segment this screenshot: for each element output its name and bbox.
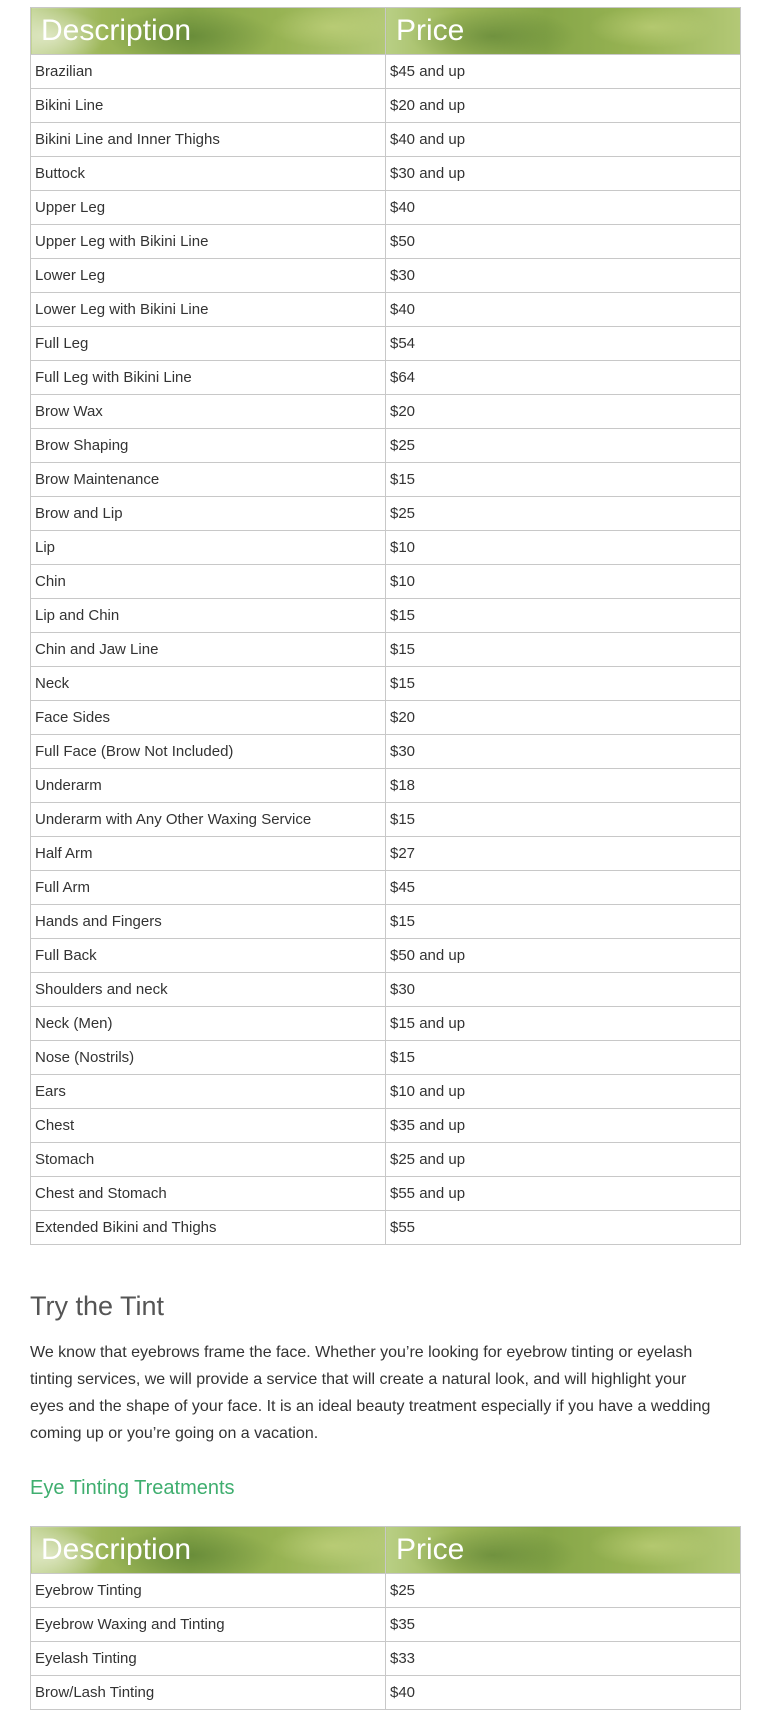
table-row bbox=[31, 939, 741, 973]
service-price-cell: $15 bbox=[386, 905, 741, 939]
service-description-cell: Full Leg with Bikini Line bbox=[31, 361, 386, 395]
price-column-header: Price bbox=[386, 8, 741, 55]
service-description-cell: Lip bbox=[31, 531, 386, 565]
page-content bbox=[30, 7, 740, 1710]
service-price-cell: $33 bbox=[386, 1642, 741, 1676]
service-description-cell: Brow Shaping bbox=[31, 429, 386, 463]
service-description-cell: Brazilian bbox=[31, 55, 386, 89]
service-price-cell: $50 bbox=[386, 225, 741, 259]
service-price-cell: $15 bbox=[386, 633, 741, 667]
service-price-cell: $40 bbox=[386, 1676, 741, 1710]
service-description-cell: Bikini Line bbox=[31, 89, 386, 123]
service-description-cell: Eyebrow Tinting bbox=[31, 1574, 386, 1608]
table-row bbox=[31, 837, 741, 871]
service-description-cell: Eyebrow Waxing and Tinting bbox=[31, 1608, 386, 1642]
service-price-cell: $15 and up bbox=[386, 1007, 741, 1041]
table-row bbox=[31, 1211, 741, 1245]
table-row bbox=[31, 123, 741, 157]
service-price-cell: $30 bbox=[386, 735, 741, 769]
table-row bbox=[31, 55, 741, 89]
service-description-cell: Underarm bbox=[31, 769, 386, 803]
service-description-cell: Upper Leg bbox=[31, 191, 386, 225]
table-row bbox=[31, 89, 741, 123]
table-row bbox=[31, 1608, 741, 1642]
service-description-cell: Chin bbox=[31, 565, 386, 599]
table-row bbox=[31, 905, 741, 939]
table-row bbox=[31, 1041, 741, 1075]
service-price-cell: $50 and up bbox=[386, 939, 741, 973]
service-price-cell: $55 and up bbox=[386, 1177, 741, 1211]
table-row bbox=[31, 633, 741, 667]
service-description-cell: Shoulders and neck bbox=[31, 973, 386, 1007]
service-description-cell: Neck (Men) bbox=[31, 1007, 386, 1041]
service-description-cell: Ears bbox=[31, 1075, 386, 1109]
service-description-cell: Full Back bbox=[31, 939, 386, 973]
table-row bbox=[31, 429, 741, 463]
table-row bbox=[31, 1143, 741, 1177]
service-price-cell: $10 bbox=[386, 531, 741, 565]
service-description-cell: Lower Leg with Bikini Line bbox=[31, 293, 386, 327]
service-description-cell: Buttock bbox=[31, 157, 386, 191]
service-description-cell: Eyelash Tinting bbox=[31, 1642, 386, 1676]
service-price-cell: $45 and up bbox=[386, 55, 741, 89]
service-price-cell: $10 bbox=[386, 565, 741, 599]
service-description-cell: Full Face (Brow Not Included) bbox=[31, 735, 386, 769]
service-description-cell: Face Sides bbox=[31, 701, 386, 735]
service-description-cell: Brow and Lip bbox=[31, 497, 386, 531]
service-price-cell: $15 bbox=[386, 463, 741, 497]
table-row bbox=[31, 1109, 741, 1143]
table-row bbox=[31, 293, 741, 327]
description-column-header: Description bbox=[31, 1527, 386, 1574]
service-description-cell: Full Arm bbox=[31, 871, 386, 905]
price-column-header: Price bbox=[386, 1527, 741, 1574]
tinting-table-body bbox=[31, 1574, 741, 1710]
service-price-cell: $55 bbox=[386, 1211, 741, 1245]
table-row bbox=[31, 973, 741, 1007]
table-row bbox=[31, 1574, 741, 1608]
table-row bbox=[31, 259, 741, 293]
service-price-cell: $15 bbox=[386, 803, 741, 837]
service-price-cell: $35 bbox=[386, 1608, 741, 1642]
service-price-cell: $18 bbox=[386, 769, 741, 803]
service-description-cell: Brow/Lash Tinting bbox=[31, 1676, 386, 1710]
service-description-cell: Brow Wax bbox=[31, 395, 386, 429]
service-price-cell: $40 bbox=[386, 191, 741, 225]
service-description-cell: Chest bbox=[31, 1109, 386, 1143]
table-row bbox=[31, 531, 741, 565]
table-row bbox=[31, 1007, 741, 1041]
service-description-cell: Chin and Jaw Line bbox=[31, 633, 386, 667]
table-row bbox=[31, 463, 741, 497]
table-row bbox=[31, 803, 741, 837]
service-description-cell: Hands and Fingers bbox=[31, 905, 386, 939]
service-price-cell: $25 bbox=[386, 1574, 741, 1608]
service-price-cell: $64 bbox=[386, 361, 741, 395]
service-price-cell: $15 bbox=[386, 667, 741, 701]
service-price-cell: $30 bbox=[386, 973, 741, 1007]
table-row bbox=[31, 497, 741, 531]
service-price-cell: $15 bbox=[386, 599, 741, 633]
service-price-cell: $54 bbox=[386, 327, 741, 361]
service-price-cell: $30 bbox=[386, 259, 741, 293]
service-description-cell: Underarm with Any Other Waxing Service bbox=[31, 803, 386, 837]
service-price-cell: $40 bbox=[386, 293, 741, 327]
service-description-cell: Stomach bbox=[31, 1143, 386, 1177]
table-row bbox=[31, 157, 741, 191]
service-price-cell: $27 bbox=[386, 837, 741, 871]
table-row bbox=[31, 327, 741, 361]
service-description-cell: Half Arm bbox=[31, 837, 386, 871]
service-price-cell: $30 and up bbox=[386, 157, 741, 191]
table-row bbox=[31, 1177, 741, 1211]
table-header-row bbox=[31, 8, 741, 55]
service-price-cell: $40 and up bbox=[386, 123, 741, 157]
service-price-cell: $20 bbox=[386, 701, 741, 735]
service-price-cell: $20 bbox=[386, 395, 741, 429]
table-row bbox=[31, 395, 741, 429]
service-description-cell: Bikini Line and Inner Thighs bbox=[31, 123, 386, 157]
table-row bbox=[31, 191, 741, 225]
table-row bbox=[31, 735, 741, 769]
service-price-cell: $25 and up bbox=[386, 1143, 741, 1177]
table-row bbox=[31, 769, 741, 803]
table-row bbox=[31, 599, 741, 633]
service-price-cell: $25 bbox=[386, 429, 741, 463]
table-row bbox=[31, 1075, 741, 1109]
service-description-cell: Full Leg bbox=[31, 327, 386, 361]
service-description-cell: Brow Maintenance bbox=[31, 463, 386, 497]
tint-section-title: Try the Tint bbox=[30, 1291, 165, 1321]
table-row bbox=[31, 225, 741, 259]
table-header-row bbox=[31, 1527, 741, 1574]
description-column-header: Description bbox=[31, 8, 386, 55]
service-description-cell: Upper Leg with Bikini Line bbox=[31, 225, 386, 259]
service-price-cell: $45 bbox=[386, 871, 741, 905]
tinting-price-table bbox=[30, 1526, 741, 1710]
table-row bbox=[31, 565, 741, 599]
service-price-cell: $20 and up bbox=[386, 89, 741, 123]
table-row bbox=[31, 1676, 741, 1710]
service-description-cell: Nose (Nostrils) bbox=[31, 1041, 386, 1075]
table-row bbox=[31, 667, 741, 701]
service-description-cell: Lip and Chin bbox=[31, 599, 386, 633]
waxing-price-table bbox=[30, 7, 741, 1245]
waxing-table-body bbox=[31, 55, 741, 1245]
service-description-cell: Lower Leg bbox=[31, 259, 386, 293]
table-row bbox=[31, 701, 741, 735]
service-price-cell: $15 bbox=[386, 1041, 741, 1075]
eye-tinting-subtitle: Eye Tinting Treatments bbox=[30, 1477, 235, 1499]
table-row bbox=[31, 871, 741, 905]
service-description-cell: Extended Bikini and Thighs bbox=[31, 1211, 386, 1245]
service-price-cell: $35 and up bbox=[386, 1109, 741, 1143]
table-row bbox=[31, 1642, 741, 1676]
tint-section-body: We know that eyebrows frame the face. Whether you’re looking for eyebrow tinting or eyelash tinting services, we will provide a service that will create a natural look, and will highlight your eyes and the shape of your face. It is an ideal beauty treatment especially if you have a wedding coming up or you’re going on a vacation. bbox=[30, 1344, 711, 1442]
service-price-cell: $10 and up bbox=[386, 1075, 741, 1109]
service-description-cell: Neck bbox=[31, 667, 386, 701]
table-row bbox=[31, 361, 741, 395]
service-description-cell: Chest and Stomach bbox=[31, 1177, 386, 1211]
service-price-cell: $25 bbox=[386, 497, 741, 531]
